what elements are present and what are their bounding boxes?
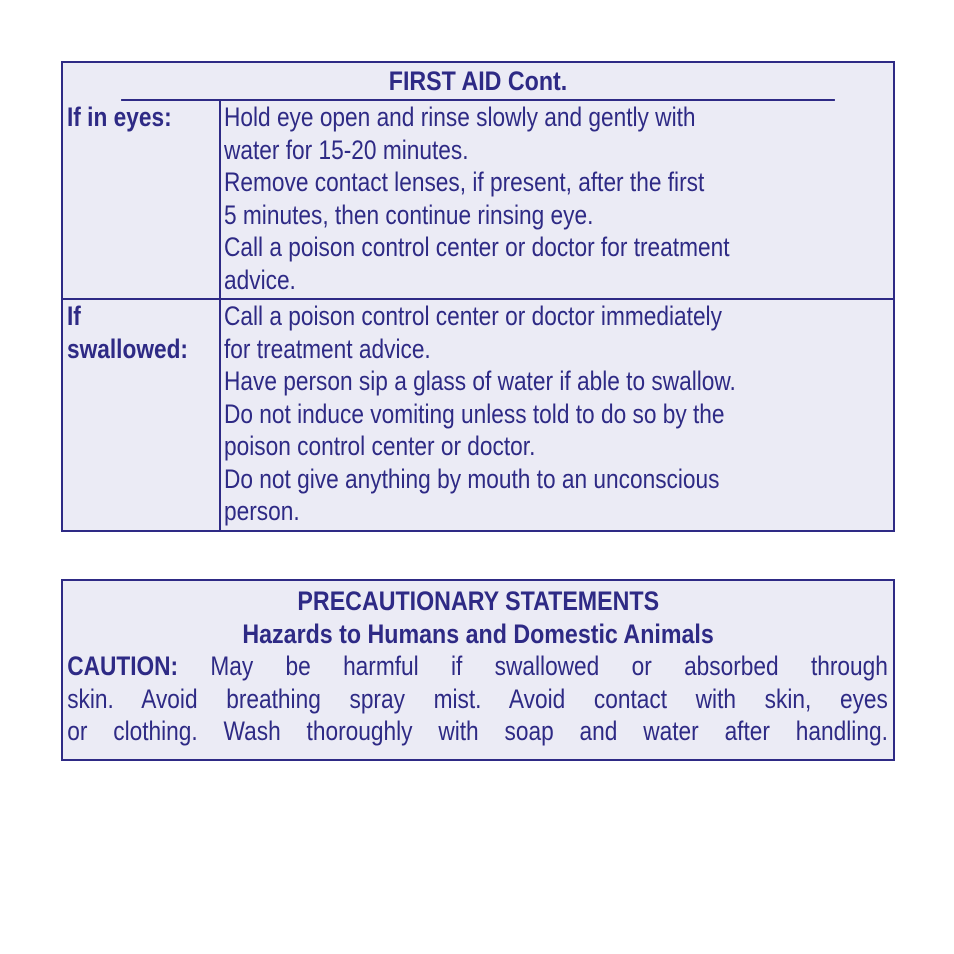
row-label-eyes-text: If in eyes: xyxy=(67,102,172,132)
caution-text: May be harmful if swallowed or absorbed through xyxy=(210,651,888,681)
instruction-line: advice. xyxy=(224,264,296,295)
instruction-line: Hold eye open and rinse slowly and gently with xyxy=(224,102,696,132)
first-aid-row-eyes xyxy=(63,101,893,300)
instruction-line: 5 minutes, then continue rinsing eye. xyxy=(224,199,594,230)
caution-statement-line: or clothing. Wash thoroughly with soap and water after handling. xyxy=(67,716,888,746)
caution-statement-line: skin. Avoid breathing spray mist. Avoid contact with skin, eyes xyxy=(67,683,888,714)
precautionary-subtitle xyxy=(63,618,893,651)
first-aid-table xyxy=(61,61,895,532)
row-body-swallowed xyxy=(221,300,893,530)
first-aid-title: FIRST AID Cont. xyxy=(121,63,835,101)
instruction-line: Have person sip a glass of water if able to swallow. xyxy=(224,366,736,396)
instruction-line: Do not give anything by mouth to an unconscious xyxy=(224,463,720,494)
precautionary-statements-box xyxy=(61,579,895,761)
instruction-line: Call a poison control center or doctor immediately xyxy=(224,301,722,331)
instruction-line: for treatment advice. xyxy=(224,333,431,364)
row-label-swallowed xyxy=(63,300,221,530)
instruction-line: Call a poison control center or doctor for treatment xyxy=(224,232,730,262)
first-aid-row-swallowed xyxy=(63,300,893,530)
precautionary-title-text: PRECAUTIONARY STATEMENTS xyxy=(297,586,659,616)
instruction-line: person. xyxy=(224,496,300,526)
instruction-line: poison control center or doctor. xyxy=(224,431,536,461)
instruction-line: Remove contact lenses, if present, after the first xyxy=(224,167,705,197)
precautionary-subtitle-text: Hazards to Humans and Domestic Animals xyxy=(242,618,714,649)
caution-statement-line xyxy=(63,650,888,683)
caution-label: CAUTION: xyxy=(67,651,179,681)
instruction-line: water for 15-20 minutes. xyxy=(224,134,469,165)
row-body-eyes xyxy=(221,101,893,298)
precautionary-title xyxy=(63,585,893,618)
row-label-eyes xyxy=(63,101,221,298)
row-label-swallowed-text: If swallowed: xyxy=(67,301,188,364)
instruction-line: Do not induce vomiting unless told to do so by the xyxy=(224,398,725,429)
